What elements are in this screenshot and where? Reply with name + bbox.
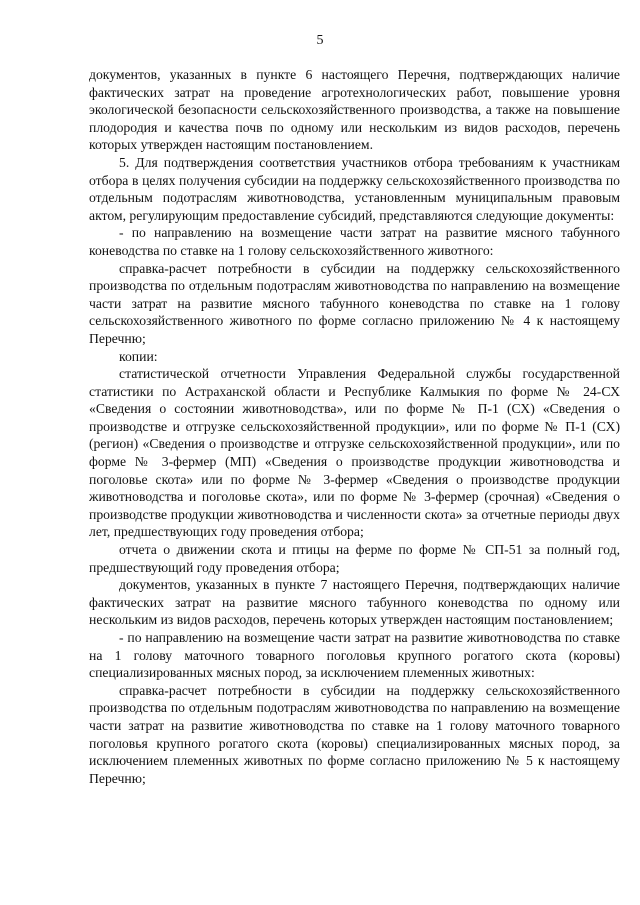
paragraph-section-5: 5. Для подтверждения соответствия участников отбора требованиям к участникам отбора в целях получения субсидии на поддержку сельскохозяйственного производства по отдельным подотраслям животноводства, установленным муниципальным правовым актом, регулирующим предоставление субсидий, представляются следующие документы: bbox=[89, 154, 620, 223]
paragraph-statistical-reports: статистической отчетности Управления Федеральной службы государственной статистики по Астраханской области и Республике Калмыкия по форме № 24-СХ «Сведения о состоянии животноводства», или по форме № П-1 (СХ) «Сведения о производстве и отгрузке сельскохозяйственной продукции», или по форме № П-1 (СХ) (регион) «Сведения о производстве и отгрузке сельскохозяйственной продукции», или по форме № 3-фермер (МП) «Сведения о производстве продукции животноводства и поголовье скота» или по форме № 3-фермер «Сведения о производстве продукции животноводства и поголовье скота», или по форме № 3-фермер (срочная) «Сведения о производстве продукции животноводства и численности скота» за отчетные периоды двух лет, предшествующих году проведения отбора; bbox=[89, 366, 620, 540]
paragraph-horse-breeding-direction: - по направлению на возмещение части затрат на развитие мясного табунного коневодства по ставке на 1 голову сельскохозяйственного животного: bbox=[89, 225, 620, 258]
paragraph-copies: копии: bbox=[119, 348, 158, 364]
paragraph-cattle-direction: - по направлению на возмещение части затрат на развитие животноводства по ставке на 1 голову маточного товарного поголовья крупного рогатого скота (коровы) специализированных мясных пород, за исключением племенных животных: bbox=[89, 630, 620, 681]
paragraph-calculation-certificate-5: справка-расчет потребности в субсидии на поддержку сельскохозяйственного производства по отдельным подотраслям животноводства по направлению на возмещение части затрат на развитие животноводства по ставке на 1 голову маточного товарного поголовья крупного рогатого скота (коровы) специализированных мясных пород, за исключением племенных животных по форме согласно приложению № 5 к настоящему Перечню; bbox=[89, 682, 620, 786]
document-body bbox=[89, 66, 620, 787]
paragraph-documents-item-7: документов, указанных в пункте 7 настоящего Перечня, подтверждающих наличие фактических затрат на развитие мясного табунного коневодства по одному или нескольким из видов расходов, перечень которых утвержден настоящим постановлением; bbox=[89, 577, 620, 628]
page-number: 5 bbox=[316, 33, 324, 48]
paragraph-calculation-certificate-4: справка-расчет потребности в субсидии на поддержку сельскохозяйственного производства по отдельным подотраслям животноводства по направлению на возмещение части затрат на развитие мясного табунного коневодства по ставке на 1 голову сельскохозяйственного животного по форме согласно приложению № 4 к настоящему Перечню; bbox=[89, 260, 620, 346]
paragraph-livestock-movement-report: отчета о движении скота и птицы на ферме по форме № СП-51 за полный год, предшествующий году проведения отбора; bbox=[89, 542, 620, 575]
paragraph-documents-item-6: документов, указанных в пункте 6 настоящего Перечня, подтверждающих наличие фактических затрат на проведение агротехнологических работ, повышение уровня экологической безопасности сельскохозяйственного производства, а также на повышение плодородия и качества почв по одному или нескольким из видов расходов, перечень которых утвержден настоящим постановлением. bbox=[89, 67, 620, 153]
